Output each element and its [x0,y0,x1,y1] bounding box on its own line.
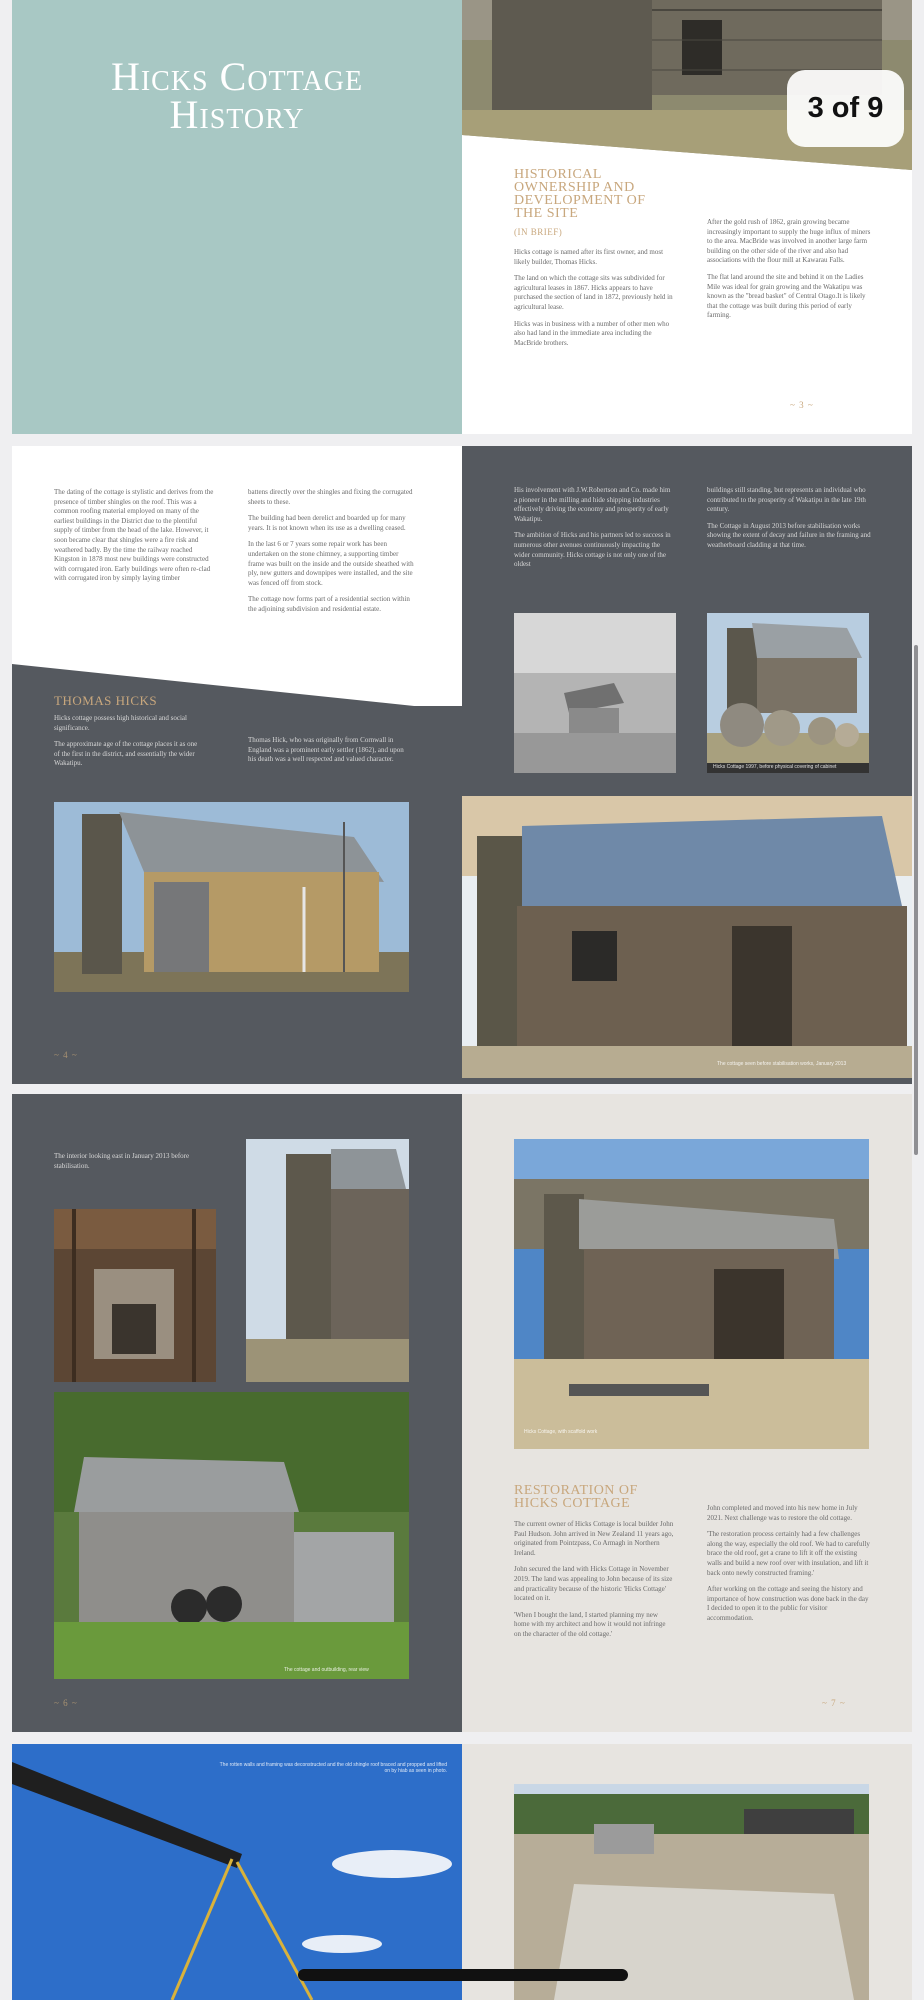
spread4-right-page [462,1744,912,2000]
spread1-left-page [12,0,462,434]
section-subtitle-in-brief: (IN BRIEF) [514,227,563,237]
paragraph: The flat land around the site and behind it on the Ladies Mile was ideal for grain growing and the Wakatipu was known as the "bread basket" of Central Otago.It is likely that the cottage was built during this period of early farming. [707,272,866,320]
ownership-column-2 [707,218,872,328]
paragraph: battens directly over the shingles and fixing the corrugated sheets to these. [248,488,413,506]
interior-photo [54,1209,216,1382]
paragraph: 'The restoration process certainly had a few challenges along the way, especially the old roof. We had to carefully brace the old roof, get a crane to lift it off the existing walls and build a new roof over with insulation, and lift it back onto newly constructed framing.' [707,1530,870,1577]
spread2-right-page [462,446,912,1084]
photo-caption: The rotten walls and framing was deconstructed and the old shingle roof braced and propped and lifted on by hiab as seen in photo. [219,1762,447,1774]
dating-column-1 [54,488,214,591]
paragraph: Hicks cottage is named after its first owner, and most likely builder, Thomas Hicks. [514,248,664,266]
spread1-right-page [462,0,912,434]
photo-caption: Hicks Cottage, with scaffold work [524,1429,598,1435]
paragraph: John completed and moved into his new home in July 2021. Next challenge was to restore the old cottage. [707,1504,858,1522]
spread3-left-page [12,1094,462,1732]
paragraph: The cottage now forms part of a residential section within the adjoining subdivision and residential estate. [248,595,410,613]
thomas-column-2 [248,736,413,772]
cottage-photo-cable-drums [707,613,869,773]
cottage-photo-ply-sheathed [54,802,409,992]
paragraph: buildings still standing, but represents an individual who contributed to the prosperity of Wakatipu in the late 19th century. [707,486,866,514]
historic-bw-photo [514,613,676,773]
ownership-column-1 [514,248,674,355]
page-number: ~ 4 ~ [54,1050,78,1060]
scroll-indicator[interactable] [914,645,918,1155]
paragraph: His involvement with J.W.Robertson and Co. made him a pioneer in the milling and hide shipping industries effectively driving the economy and prosperity of early Wakatipu. [514,486,671,523]
section-title-thomas-hicks: THOMAS HICKS [54,693,158,708]
involvement-column-2 [707,486,872,558]
paragraph: The approximate age of the cottage places it as one of the first in the district, and essentially the wider Wakatipu. [54,740,198,768]
cottage-outbuilding-photo [54,1392,409,1679]
paragraph: The Cottage in August 2013 before stabilisation works showing the extent of decay and failure in the framing and weatherboard cladding at that time. [707,521,871,549]
page-number: ~ 7 ~ [822,1698,846,1708]
spread4-left-page [12,1744,462,2000]
page-number: ~ 3 ~ [790,400,814,410]
page-number: ~ 6 ~ [54,1698,78,1708]
chimney-photo [246,1139,409,1382]
spread2-left-page [12,446,462,1084]
paragraph: 'When I bought the land, I started planning my new home with my architect and how it would not infringe on the character of the old cottage.' [514,1610,666,1638]
paragraph: John secured the land with Hicks Cottage in November 2019. The land was appealing to John because of its size and practicality because of the historic 'Hicks Cottage' located on it. [514,1565,673,1603]
foundation-slab-photo [514,1784,869,2000]
spread3-right-page [462,1094,912,1732]
paragraph: The building had been derelict and boarded up for many years. It is not known when its use as a dwelling ceased. [248,514,406,532]
thomas-column-1 [54,714,204,776]
photo-caption: The cottage seen before stabilisation works, January 2013 [717,1061,847,1067]
involvement-column-1 [514,486,674,577]
restoration-column-2 [707,1504,872,1631]
page-count-badge: 3 of 9 [787,70,904,147]
paragraph: The ambition of Hicks and his partners led to success in numerous other avenues continuously impacting the wider community. Hicks cottage is not only one of the oldest [514,531,671,569]
paragraph: The current owner of Hicks Cottage is local builder John Paul Hudson. John arrived in New Zealand 11 years ago, originated from Pointzpass, Co Armagh in Northern Ireland. [514,1520,674,1557]
photo-caption: Hicks Cottage 1997, before physical covering of cabinet [713,764,837,770]
dating-column-2 [248,488,416,622]
paragraph: The land on which the cottage sits was subdivided for agricultural leases in 1867. Hicks appears to have purchased the section of land in 1872, previously held in agricultural lease. [514,274,673,311]
interior-caption: The interior looking east in January 2013 before stabilisation. [54,1152,190,1170]
paragraph: Hicks was in business with a number of other men who also had land in the immediate area including the MacBride brothers. [514,319,670,347]
photo-caption: The cottage and outbuilding, rear view [284,1667,369,1673]
cottage-photo-before-stabilisation [462,796,912,1078]
paragraph: Hicks cottage possess high historical and social significance. [54,714,187,732]
section-title-restoration: RESTORATION OF HICKS COTTAGE [514,1483,638,1511]
crane-lift-photo [12,1744,462,2000]
home-indicator[interactable] [298,1969,628,1981]
paragraph: In the last 6 or 7 years some repair work has been undertaken on the stone chimney, a supporting timber frame was built on the inside and the outside sheathed with ply, new gutters and downpipes were installed, and the site was fenced off from stock. [248,540,414,587]
paragraph: The dating of the cottage is stylistic and derives from the presence of timber shingles on the roof. This was a common roofing material employed on many of the earliest buildings in the District due to the plentiful supply of timber from the head of the lake. However, it soon became clear that shingles were a fire risk and weathered badly. By the time the railway reached Kingston in 1878 most new buildings were constructed with corrugated iron. Early buildings were often re-clad with corrugated iron by simply laying timber [54,488,214,583]
paragraph: Thomas Hick, who was originally from Cornwall in England was a prominent early settler (1862), and upon his death was a well respected and valued character. [248,736,404,764]
cottage-photo-scaffold [514,1139,869,1449]
paragraph: After working on the cottage and seeing the history and importance of how construction was done back in the day I decided to open it to the public for visitor accommodation. [707,1585,869,1622]
restoration-column-1 [514,1520,674,1647]
paragraph: After the gold rush of 1862, grain growing became increasingly important to supply the huge influx of miners to the area. MacBride was involved in another large farm building on the other side of the river and also had associations with the flour mill at Kawarau Falls. [707,218,871,265]
section-title-ownership: HISTORICAL OWNERSHIP AND DEVELOPMENT OF THE SITE [514,167,646,221]
document-title: Hicks Cottage History [110,54,364,137]
